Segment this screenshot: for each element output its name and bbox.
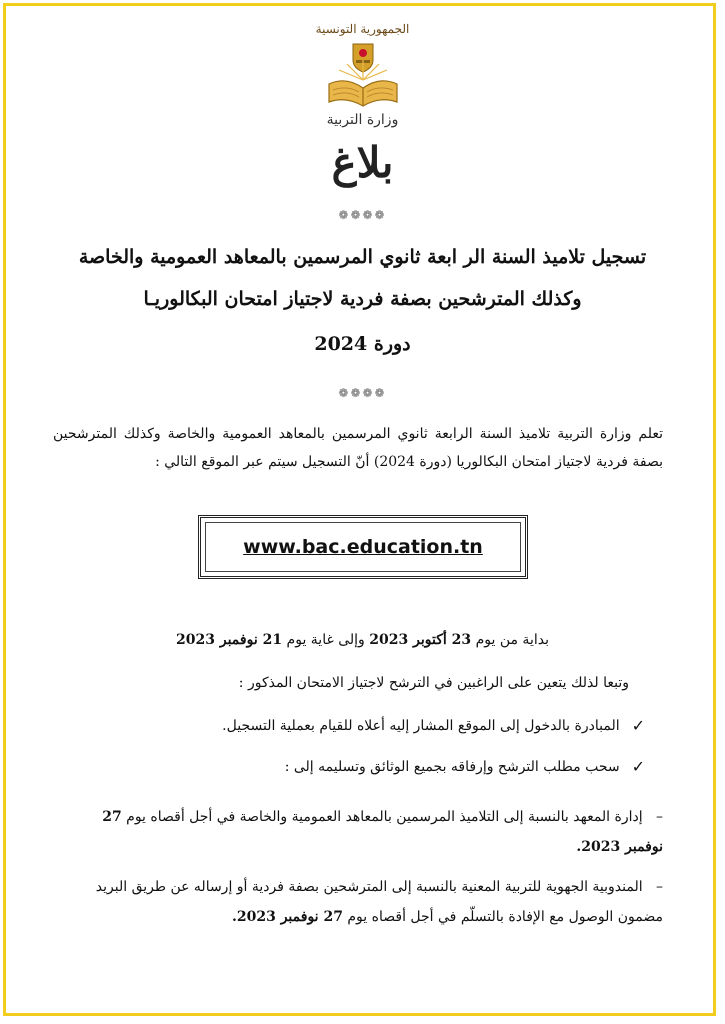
requirements-intro: وتبعا لذلك يتعين على الراغبين في الترشح لاجتياز الامتحان المذكور : (238, 675, 629, 691)
title-line-3: دورة 2024 (314, 333, 411, 355)
dates-middle: وإلى غاية يوم (286, 632, 365, 648)
checklist-item (85, 716, 645, 735)
header-ministry: وزارة التربية (326, 112, 399, 128)
delivery-option (63, 802, 663, 862)
title-line-2: وكذلك المترشحين بصفة فردية لاجتياز امتحان البكالوريـا (143, 288, 582, 310)
delivery-deadline: 27 نوفمبر 2023. (231, 909, 343, 925)
delivery-deadline: 27 نوفمبر 2023. (102, 809, 663, 855)
dash-icon: – (642, 809, 663, 825)
end-date: 21 نوفمبر 2023 (176, 632, 283, 648)
checkmark-icon: ✓ (631, 716, 645, 735)
delivery-option-text: المندوبية الجهوية للتربية المعنية بالنسبة إلى المترشحين بصفة فردية أو إرساله عن طريق البريد مضمون الوصول مع الإفادة بالتسلّم في أجل أقصاه يوم (95, 879, 663, 925)
checkmark-icon: ✓ (631, 757, 645, 776)
checklist-item (85, 757, 645, 776)
ministry-emblem-icon (323, 40, 403, 114)
website-box (198, 515, 528, 579)
separator-ornament: ❁❁❁❁ (338, 386, 387, 400)
dash-icon: – (642, 879, 663, 895)
separator-ornament: ❁❁❁❁ (338, 208, 387, 222)
website-link[interactable]: www.bac.education.tn (243, 536, 483, 558)
delivery-option (63, 872, 663, 932)
intro-paragraph: تعلم وزارة التربية تلاميذ السنة الرابعة ثانوي المرسمين بالمعاهد العمومية والخاصة وكذلك المترشحين بصفة فردية لاجتياز امتحان البكالوريا (دورة 2024) أنّ التسجيل سيتم عبر الموقع التالي : (53, 426, 663, 470)
delivery-option-text: إدارة المعهد بالنسبة إلى التلاميذ المرسمين بالمعاهد العمومية والخاصة في أجل أقصاه يوم (126, 809, 643, 825)
header-republic: الجمهورية التونسية (315, 22, 410, 36)
start-date: 23 أكتوبر 2023 (369, 632, 472, 648)
announcement-heading: بلاغ (331, 138, 394, 187)
checklist-item-text: المبادرة بالدخول إلى الموقع المشار إليه أعلاه للقيام بعملية التسجيل. (222, 717, 620, 734)
dates-prefix: بداية من يوم (475, 632, 549, 648)
checklist-item-text: سحب مطلب الترشح وإرفاقه بجميع الوثائق وتسليمه إلى : (284, 758, 620, 775)
title-line-1: تسجيل تلاميذ السنة الر ابعة ثانوي المرسمين بالمعاهد العمومية والخاصة (78, 246, 647, 268)
registration-dates (60, 632, 665, 648)
